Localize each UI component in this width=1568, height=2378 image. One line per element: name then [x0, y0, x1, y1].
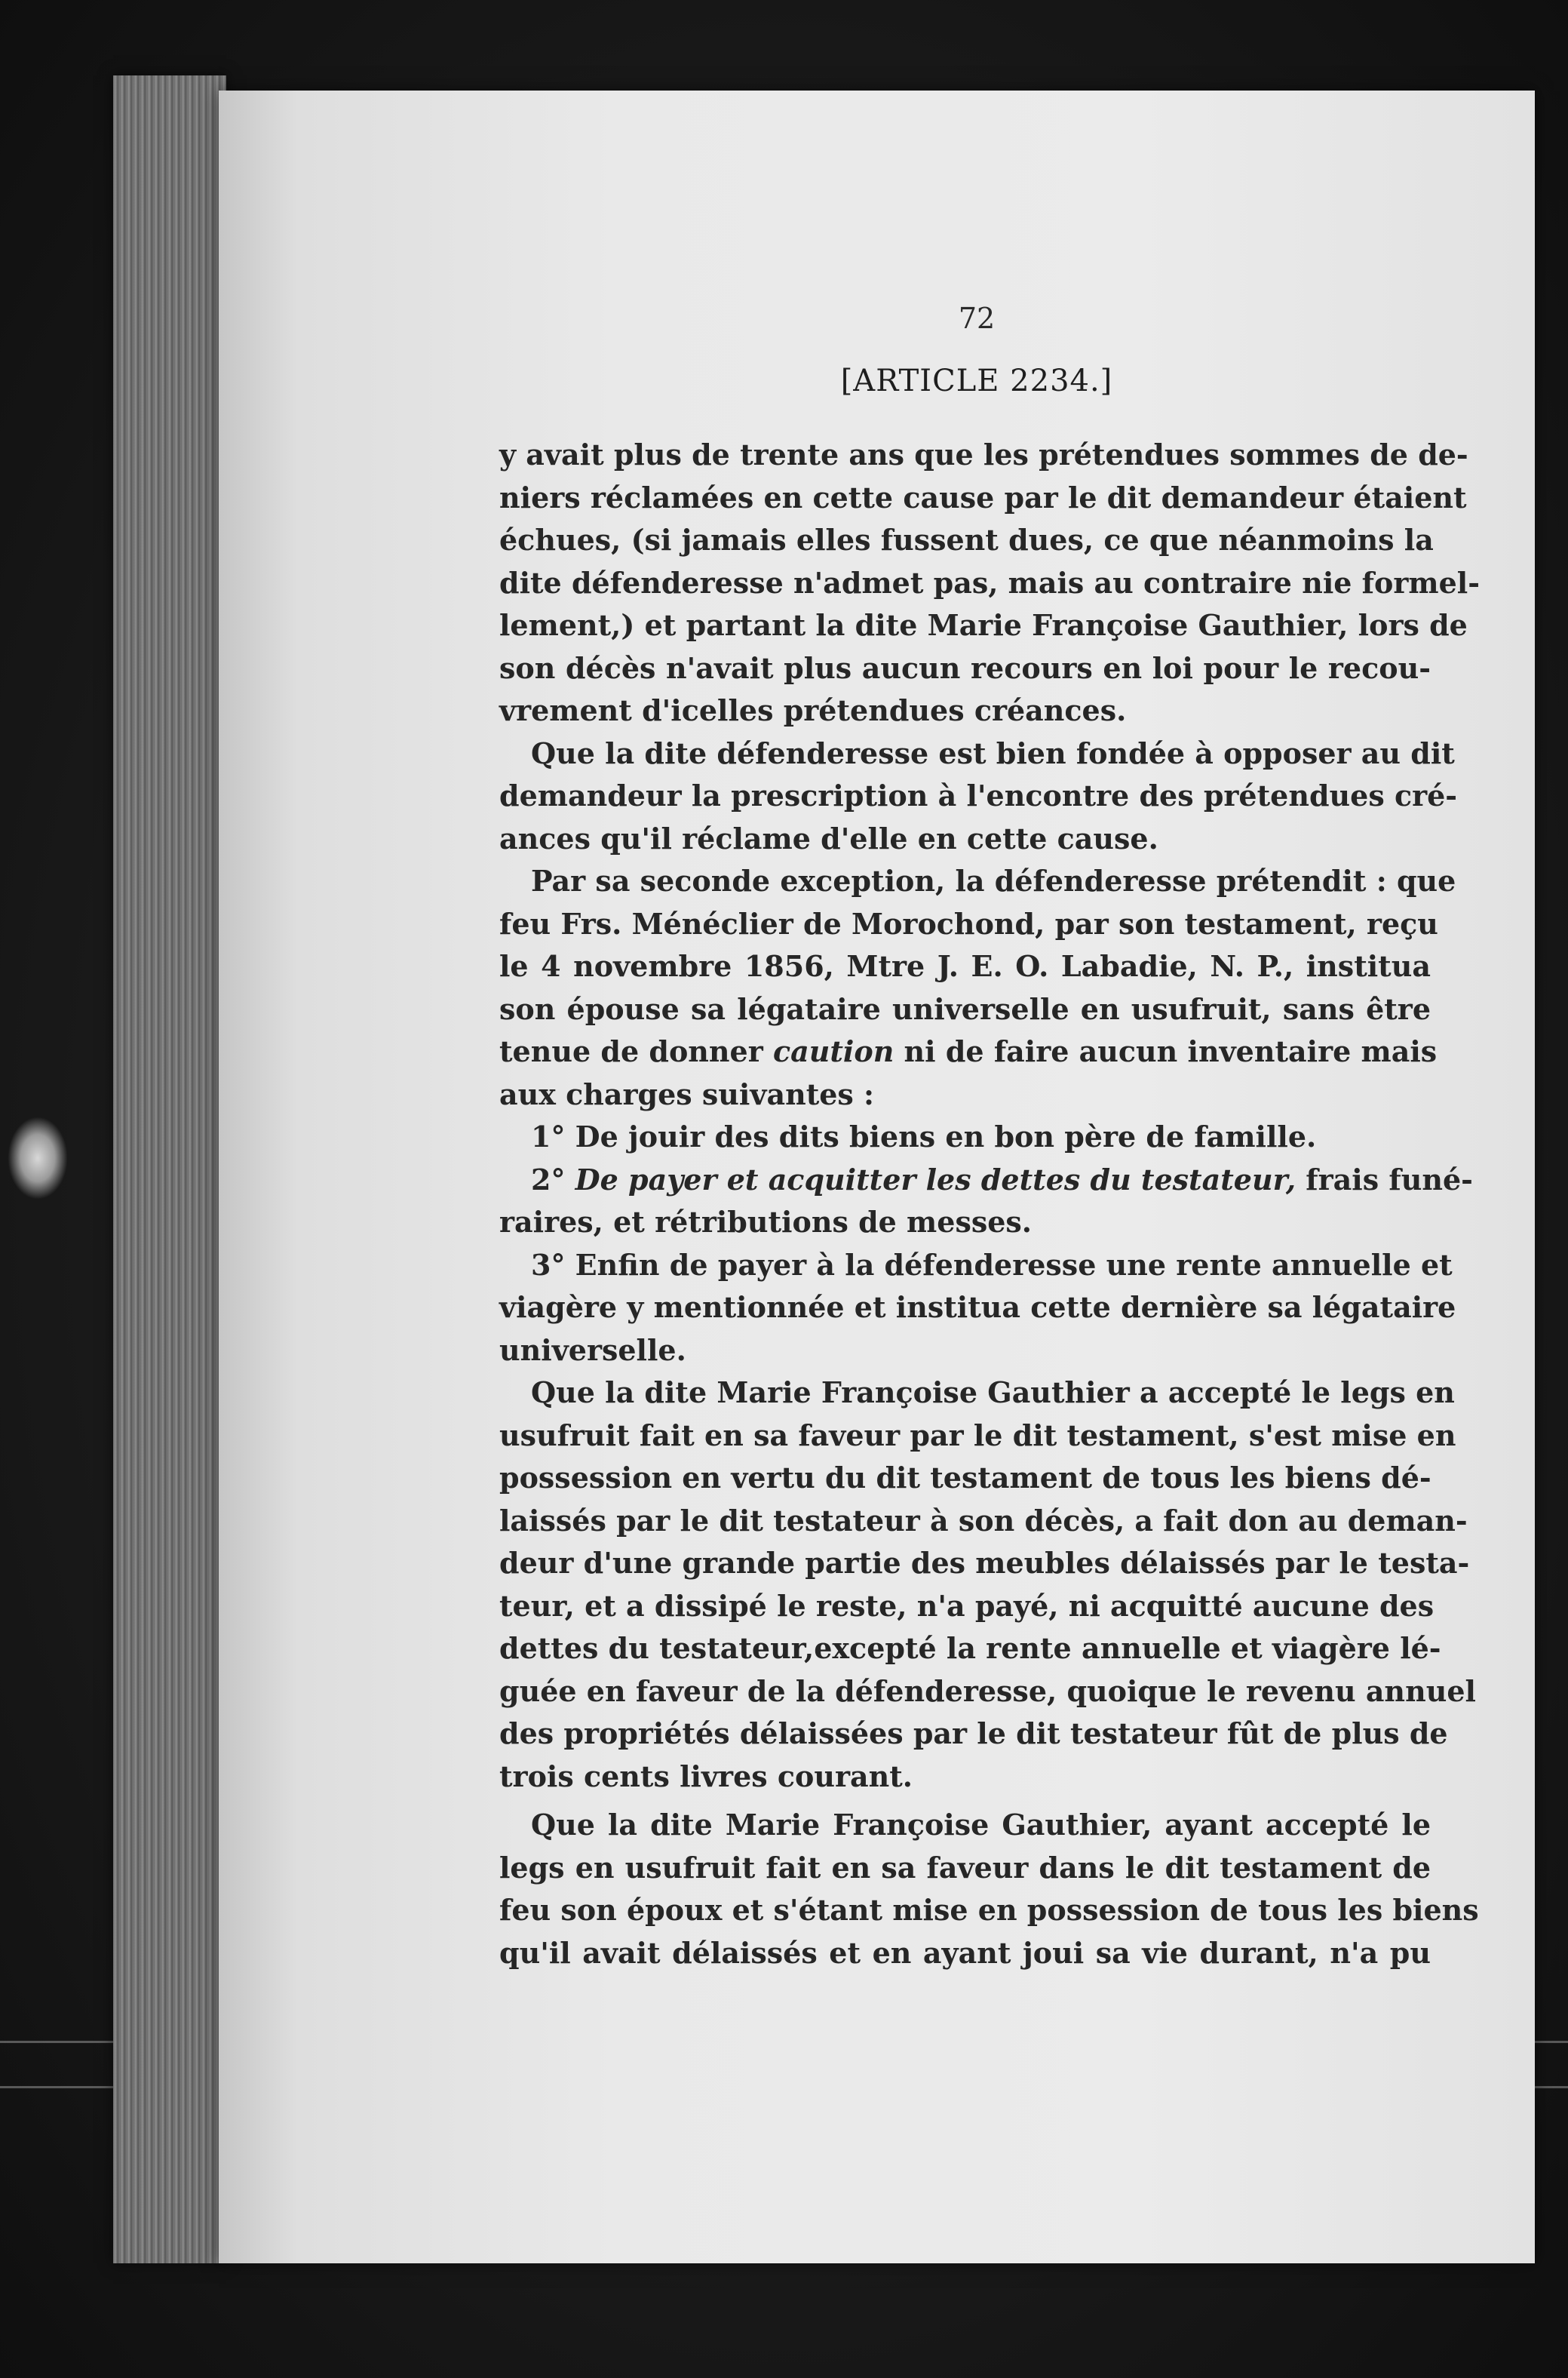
text-line: dite défenderesse n'admet pas, mais au contraire nie formel- [499, 565, 1480, 600]
italic-text: De payer et acquitter les dettes du testateur, [575, 1162, 1296, 1197]
text-line: usufruit fait en sa faveur par le dit testament, s'est mise en [499, 1418, 1456, 1452]
text-line: le 4 novembre 1856, Mtre J. E. O. Labadie, N. P., institua [499, 949, 1431, 983]
text-line: Que la dite Marie Françoise Gauthier a accepté le legs en [531, 1375, 1455, 1409]
text-line: trois cents livres courant. [499, 1759, 913, 1793]
text-line: feu son époux et s'étant mise en possession de tous les biens [499, 1893, 1479, 1927]
text-line [499, 1159, 1473, 1202]
text-line: son épouse sa légataire universelle en usufruit, sans être [499, 991, 1431, 1026]
text-line: 1° De jouir des dits biens en bon père de famille. [531, 1120, 1317, 1154]
text-line [499, 1031, 1438, 1074]
paragraph [499, 733, 1458, 861]
text-line: échues, (si jamais elles fussent dues, ce que néanmoins la [499, 523, 1434, 557]
text-line: y avait plus de trente ans que les prétendues sommes de de- [499, 438, 1468, 472]
text-run: ni de faire aucun inventaire mais [894, 1034, 1438, 1068]
text-line: ances qu'il réclame d'elle en cette cause. [499, 821, 1158, 856]
text-line: dettes du testateur,excepté la rente annuelle et viagère lé- [499, 1631, 1441, 1665]
paragraph-gap [499, 1798, 1431, 1804]
text-line: niers réclamées en cette cause par le dit demandeur étaient [499, 480, 1467, 515]
text-line: guée en faveur de la défenderesse, quoique le revenu annuel [499, 1673, 1476, 1708]
text-line: legs en usufruit fait en sa faveur dans le dit testament de [499, 1850, 1431, 1885]
text-line: raires, et rétributions de messes. [499, 1205, 1033, 1239]
text-line: Par sa seconde exception, la défenderesse prétendit : que [531, 864, 1456, 898]
text-line: qu'il avait délaissés et en ayant joui sa vie durant, n'a pu [499, 1935, 1431, 1970]
italic-text: caution [772, 1034, 894, 1068]
page-text [499, 434, 1480, 1974]
text-line: son décès n'avait plus aucun recours en loi pour le recou- [499, 650, 1431, 685]
list-item [499, 1244, 1456, 1372]
text-line: possession en vertu du dit testament de tous les biens dé- [499, 1461, 1431, 1495]
text-line: des propriétés délaissées par le dit testateur fût de plus de [499, 1716, 1448, 1750]
text-line: aux charges suivantes : [499, 1077, 875, 1111]
text-line: demandeur la prescription à l'encontre des prétendues cré- [499, 779, 1458, 813]
list-item [499, 1116, 1431, 1159]
text-line: teur, et a dissipé le reste, n'a payé, ni acquitté aucune des [499, 1588, 1435, 1623]
paragraph [499, 434, 1480, 733]
book-page-edges [113, 75, 226, 2263]
text-line: viagère y mentionnée et institua cette dernière sa légataire [499, 1290, 1456, 1324]
page-number: 72 [958, 302, 996, 335]
paragraph [499, 860, 1456, 1116]
film-blemish [8, 1117, 68, 1200]
paragraph [499, 1804, 1479, 1974]
text-line: lement,) et partant la dite Marie Françoise Gauthier, lors de [499, 608, 1468, 642]
text-run: frais funé- [1296, 1162, 1473, 1197]
text-line: universelle. [499, 1332, 686, 1367]
text-line: vrement d'icelles prétendues créances. [499, 693, 1127, 727]
text-line: deur d'une grande partie des meubles délaissés par le testa- [499, 1546, 1470, 1580]
text-line: feu Frs. Ménéclier de Morochond, par son testament, reçu [499, 906, 1438, 941]
paragraph [499, 1372, 1476, 1798]
article-heading: [ARTICLE 2234.] [840, 364, 1113, 398]
text-run: 2° [531, 1162, 575, 1197]
text-line: Que la dite Marie Françoise Gauthier, ayant accepté le [531, 1808, 1431, 1842]
text-run: tenue de donner [499, 1034, 773, 1068]
text-line: 3° Enfin de payer à la défenderesse une rente annuelle et [531, 1247, 1453, 1282]
text-line: Que la dite défenderesse est bien fondée à opposer au dit [531, 736, 1455, 770]
text-line: laissés par le dit testateur à son décès, a fait don au deman- [499, 1503, 1468, 1538]
list-item [499, 1159, 1473, 1244]
